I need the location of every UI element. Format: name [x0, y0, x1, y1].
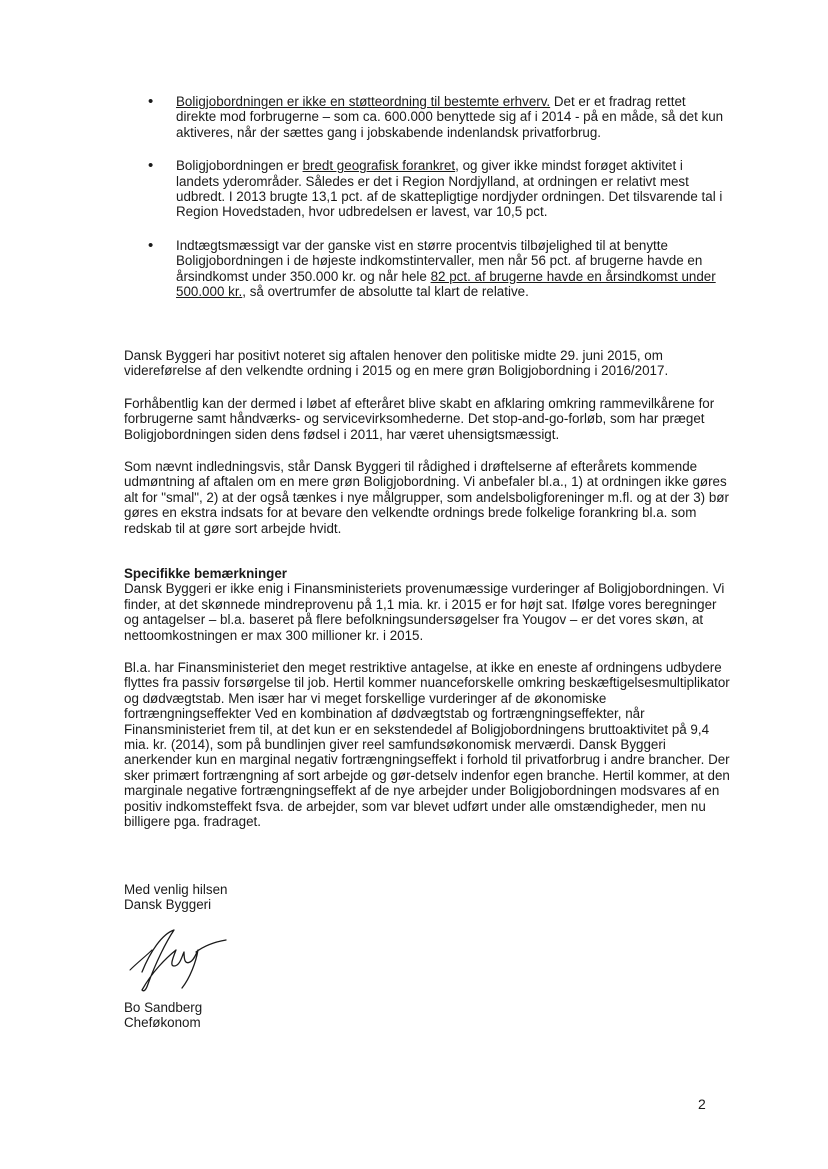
body-text — [124, 348, 730, 553]
bullet-icon: • — [148, 157, 154, 175]
page-number: 2 — [698, 1096, 706, 1112]
bullet-text: , så overtrumfer de absolutte tal klart de relative. — [242, 284, 529, 300]
bullet-text: Indtægtsmæssigt var der ganske vist en større procentvis tilbøjelighed til at benytte Boligjobordningen i de højeste indkomstintervaller, men når 56 pct. af brugerne havde en årsindkomst under 350.000 kr. og når hele — [176, 237, 703, 284]
paragraph: Som nævnt indledningsvis, står Dansk Byggeri til rådighed i drøftelserne af efterårets kommende udmøntning af aftalen om en mere grøn Boligjobordning. Vi anbefaler bl.a., 1) at ordningen ikke gøres alt for "smal", 2) at der også tænkes i nye målgrupper, som andelsboligforeninger m.fl. og at der 3) bør gøres en ekstra indsats for at bevare den velkendte ordnings brede folkelige forankring bl.a. som redskab til at gøre sort arbejde hvidt. — [124, 459, 729, 536]
bullet-text: Det er et fradrag rettet direkte mod forbrugerne – som ca. 600.000 benyttede sig af i 2014 - på en måde, så det kun aktiveres, når der sættes gang i jobskabende indenlandsk privatforbrug. — [176, 94, 724, 140]
underlined-text: bredt geografisk forankret — [302, 158, 456, 174]
bullet-icon: • — [148, 93, 154, 110]
paragraph: Forhåbentlig kan der dermed i løbet af efteråret blive skabt en afklaring omkring rammevilkårene for forbrugerne samt håndværks- og servicevirksomhederne. Det stop-and-go-forløb, som har præget Boligjobordningen siden dens fødsel i 2011, har været uhensigtsmæssigt. — [124, 395, 715, 442]
section-heading: Specifikke bemærkninger — [124, 566, 287, 581]
closing-organization: Dansk Byggeri — [124, 897, 212, 913]
signer-title: Cheføkonom — [124, 1015, 201, 1031]
underlined-text: Boligjobordningen er ikke en støtteordning til bestemte erhverv. — [176, 94, 551, 109]
bullet-item — [148, 94, 728, 140]
bullet-text: Boligjobordningen er — [176, 158, 303, 174]
signer-name: Bo Sandberg — [124, 1000, 203, 1015]
underlined-text: 82 pct. af brugerne havde en årsindkomst under 500.000 kr. — [176, 268, 716, 300]
closing-block — [124, 882, 227, 913]
paragraph: Bl.a. har Finansministeriet den meget restriktive antagelse, at ikke en eneste af ordningens udbydere flyttes fra passiv forsørgelse til job. Hertil kommer nuanceforskelle omkring beskæftigelsesmultiplikator og dødvægtstab. Men især har vi meget forskellige vurderinger af de økonomiske fortrængningseffekter Ved en kombination af dødvægtstab og fortrængningseffekter, når Finansministeriet frem til, at det kun er en sekstendedel af Boligjobordningens bruttoaktivitet på 9,4 mia. kr. (2014), som på bundlinjen giver reel samfundsøkonomisk merværdi. Dansk Byggeri anerkender kun en marginal negativ fortrængningseffekt i forhold til privatforbrug i andre brancher. Der sker primært fortrængning af sort arbejde og gør-detselv indenfor egen branche. Hertil kommer, at den marginale negative fortrængningseffekt af de nye arbejder under Boligjobordningen modsvares af en positiv indkomsteffekt fsva. de arbejder, som var blevet udført under alle omstændigheder, men nu billigere pga. fradraget. — [124, 660, 730, 830]
handwritten-signature — [122, 922, 232, 994]
closing-greeting: Med venlig hilsen — [124, 882, 228, 897]
paragraph: Dansk Byggeri har positivt noteret sig aftalen henover den politiske midte 29. juni 2015, om videreførelse af den velkendte ordning i 2015 og en mere grøn Boligjobordning i 2016/2017. — [124, 348, 669, 379]
bullet-list — [148, 94, 728, 317]
bullet-icon: • — [148, 236, 154, 254]
specific-remarks-section — [124, 566, 730, 847]
bullet-text: , og giver ikke mindst forøget aktivitet i landets yderområder. Således er det i Region Nordjylland, at ordningen er relativt mest udbredt. I 2013 brugte 13,1 pct. af de skattepligtige nordjyder ordningen. Det tilsvarende tal i Region Hovedstaden, hvor udbredelsen er lavest, var 10,5 pct. — [176, 158, 723, 220]
paragraph: Dansk Byggeri er ikke enig i Finansministeriets provenumæssige vurderinger af Boligjobordningen. Vi finder, at det skønnede mindreprovenu på 1,1 mia. kr. i 2015 er for højt sat. Ifølge vores beregninger og antagelser – bl.a. baseret på flere befolkningsundersøgelser fra Yougov – er det vores skøn, at nettoomkostningen er max 300 millioner kr. i 2015. — [124, 581, 725, 643]
signer-block — [124, 1000, 202, 1031]
bullet-item — [148, 238, 728, 300]
bullet-item — [148, 158, 728, 220]
